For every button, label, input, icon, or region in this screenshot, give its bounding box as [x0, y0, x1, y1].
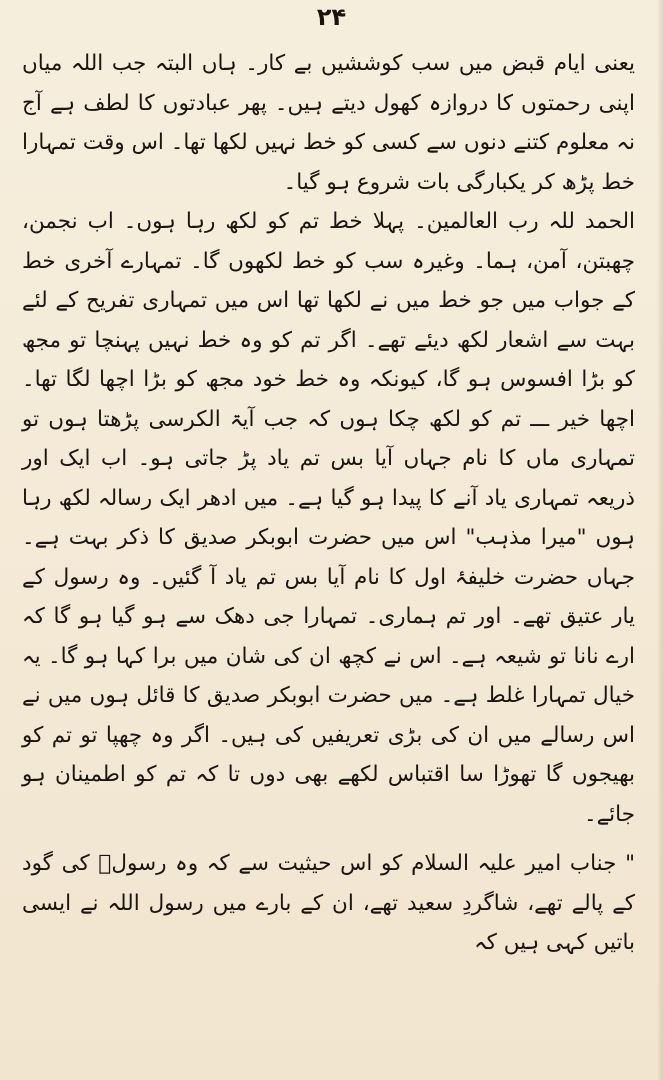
page-number: ۲۴: [316, 3, 347, 31]
paragraph-2: الحمد للہ رب العالمین۔ پہلا خط تم کو لکھ رہا ہوں۔ اب نجمن، چھبتن، آمن، ہما۔ وغیرہ سب کو خط لکھوں گا۔ تمہارے آخری خط کے جواب میں جو خط میں نے لکھا تھا اس میں تمہاری تفریح کے لئے بہت سے اشعار لکھ دیئے تھے۔ اگر تم کو وہ خط نہیں پہنچا تو مجھ کو بڑا افسوس ہو گا، کیونکہ وہ خط خود مجھ کو بڑا اچھا لگا تھا۔ اچھا خیر ـــ تم کو لکھ چکا ہوں کہ جب آیۃ الکرسی پڑھتا ہوں تو تمہاری ماں کا نام جہاں آیا بس تم یاد پڑ جاتی ہو۔ اب ایک اور ذریعہ تمہاری یاد آنے کا پیدا ہو گیا ہے۔ میں ادھر ایک رسالہ لکھ رہا ہوں "میرا مذہب" اس میں حضرت ابوبکر صدیق کا ذکر بہت ہے۔ جہاں حضرت خلیفۂ اول کا نام آیا بس تم یاد آ گئیں۔ وہ رسول کے یار عتیق تھے۔ اور تم ہماری۔ تمہارا جی دھک سے ہو گیا ہو گا کہ ارے نانا تو شیعہ ہے۔ اس نے کچھ ان کی شان میں برا کہا ہو گا۔ یہ خیال تمہارا غلط ہے۔ میں حضرت ابوبکر صدیق کا قائل ہوں میں نے اس رسالے میں ان کی بڑی تعریفیں کی ہیں۔ اگر وہ چھپا تو تم کو بھیجوں گا تھوڑا سا اقتباس لکھے بھی دوں تا کہ تم کو اطمینان ہو جائے۔: [22, 209, 635, 827]
paragraph-3: " جناب امیر علیہ السلام کو اس حیثیت سے کہ وہ رسولؐ کی گود کے پالے تھے، شاگردِ سعید تھے، ان کے بارے میں رسول اللہ نے ایسی باتیں کہی ہیں کہ: [22, 851, 635, 955]
page-edge-shadow: [657, 0, 663, 1080]
body-text: [22, 44, 635, 963]
paragraph-1: یعنی ایام قبض میں سب کوششیں بے کار۔ ہاں البتہ جب اللہ میاں اپنی رحمتوں کا دروازہ کھول دیتے ہیں۔ پھر عبادتوں کا لطف ہے آج نہ معلوم کتنے دنوں سے کسی کو خط نہیں لکھا تھا۔ اس وقت تمہارا خط پڑھ کر یکبارگی بات شروع ہو گیا۔: [22, 51, 635, 195]
